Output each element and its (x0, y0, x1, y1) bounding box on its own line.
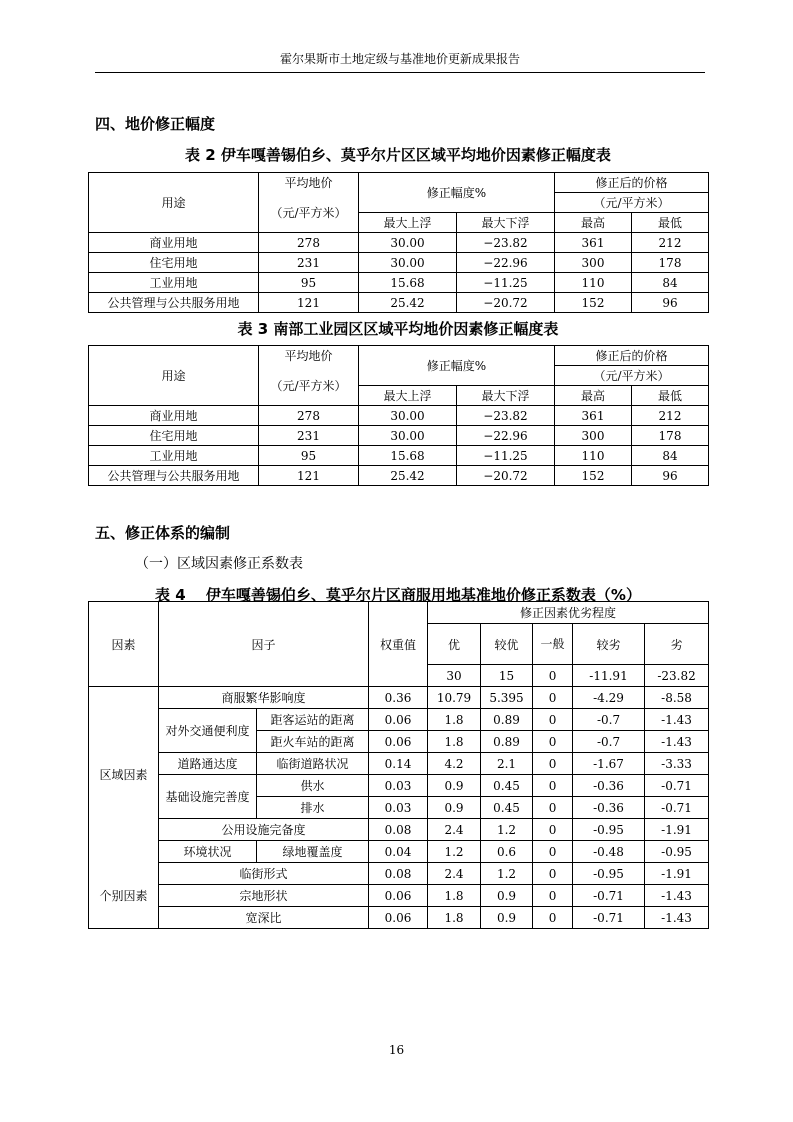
table4-caption: 表 4 伊车嘎善锡伯乡、莫乎尔片区商服用地基准地价修正系数表（%） (155, 586, 641, 604)
table2-header-low: 最低 (632, 213, 709, 233)
table-cell: 0.06 (369, 731, 428, 753)
table-cell: 84 (632, 446, 709, 466)
table-row (89, 426, 709, 446)
table3-header-low: 最低 (632, 386, 709, 406)
table-cell: 4.2 (428, 753, 481, 775)
table-cell: 住宅用地 (89, 253, 259, 273)
table-cell: 152 (555, 293, 632, 313)
table-cell: 110 (555, 273, 632, 293)
table-cell: 300 (555, 426, 632, 446)
table4-group-env: 环境状况 (159, 841, 257, 863)
table4-header-weight: 权重值 (369, 602, 428, 687)
table-cell: 1.2 (481, 819, 533, 841)
table4 (88, 601, 709, 929)
table-cell: −23.82 (457, 406, 555, 426)
table-cell: −11.25 (457, 273, 555, 293)
table-cell: -8.58 (645, 687, 709, 709)
table-cell: 96 (632, 293, 709, 313)
table-cell: 公共管理与公共服务用地 (89, 466, 259, 486)
table4-row-name: 公用设施完备度 (159, 819, 369, 841)
table-cell: -0.95 (573, 819, 645, 841)
table-row (89, 753, 709, 775)
running-header: 霍尔果斯市土地定级与基准地价更新成果报告 (279, 52, 520, 66)
table-cell: 231 (259, 426, 359, 446)
table2-header-range: 修正幅度% (359, 173, 555, 213)
table4-grade-1: 优 (428, 624, 481, 665)
table-cell: 95 (259, 446, 359, 466)
table-cell: 0.89 (481, 731, 533, 753)
table-cell: 15.68 (359, 446, 457, 466)
table-cell: 231 (259, 253, 359, 273)
table-cell: -0.7 (573, 709, 645, 731)
table-cell: 0 (533, 753, 573, 775)
table-cell: 5.395 (481, 687, 533, 709)
table-row (89, 841, 709, 863)
table2-header-avg-unit: （元/平方米） (259, 193, 359, 233)
table3-header-use: 用途 (89, 346, 259, 406)
table-cell: 0.9 (481, 907, 533, 929)
table-cell: 0.08 (369, 819, 428, 841)
table3 (88, 345, 709, 486)
table-cell: -1.43 (645, 907, 709, 929)
table-cell: 212 (632, 233, 709, 253)
table-cell: −11.25 (457, 446, 555, 466)
table2-header-corrected-unit: （元/平方米） (555, 193, 709, 213)
table-cell: 工业用地 (89, 446, 259, 466)
table-cell: 0.06 (369, 885, 428, 907)
table3-header-max-down: 最大下浮 (457, 386, 555, 406)
table-cell: 30.00 (359, 426, 457, 446)
table4-row-name: 临街道路状况 (257, 753, 369, 775)
table3-header-avg-unit: （元/平方米） (259, 366, 359, 406)
table-cell: 278 (259, 233, 359, 253)
table-row (89, 406, 709, 426)
table-row (89, 863, 709, 885)
table-cell: 0.06 (369, 709, 428, 731)
table-row (89, 233, 709, 253)
table-row (89, 253, 709, 273)
table4-grade-3: 一般 (533, 624, 573, 665)
table-cell: 30.00 (359, 253, 457, 273)
table-cell: -0.95 (645, 841, 709, 863)
table4-group-infra: 基础设施完善度 (159, 775, 257, 819)
table-cell: 0.9 (428, 797, 481, 819)
table-cell: 0 (533, 731, 573, 753)
table-cell: 10.79 (428, 687, 481, 709)
table-cell: 0.36 (369, 687, 428, 709)
table-cell: 商业用地 (89, 233, 259, 253)
table-cell: -1.91 (645, 863, 709, 885)
table2 (88, 172, 709, 313)
table-cell: 25.42 (359, 293, 457, 313)
table-cell: 0.89 (481, 709, 533, 731)
table2-header-use: 用途 (89, 173, 259, 233)
table-cell: -0.95 (573, 863, 645, 885)
table-cell: 0.03 (369, 797, 428, 819)
table-cell: 0 (533, 841, 573, 863)
table4-header-subfactor: 因子 (159, 602, 369, 687)
table-cell: -0.71 (645, 797, 709, 819)
table-cell: -0.48 (573, 841, 645, 863)
table-row (89, 466, 709, 486)
table-row (89, 687, 709, 709)
table4-row-name: 绿地覆盖度 (257, 841, 369, 863)
table4-row-name: 距客运站的距离 (257, 709, 369, 731)
table2-header-max-up: 最大上浮 (359, 213, 457, 233)
table-cell: 30.00 (359, 406, 457, 426)
table-cell: -0.71 (573, 885, 645, 907)
table-cell: 178 (632, 426, 709, 446)
table-cell: 0 (533, 687, 573, 709)
table-cell: 121 (259, 293, 359, 313)
table-cell: 0 (533, 885, 573, 907)
table-cell: 152 (555, 466, 632, 486)
table4-row-name: 商服繁华影响度 (159, 687, 369, 709)
table4-grade-value-1: 30 (428, 665, 481, 687)
table-cell: 1.2 (428, 841, 481, 863)
table-row (89, 885, 709, 907)
table-cell: -0.36 (573, 797, 645, 819)
table-cell: 25.42 (359, 466, 457, 486)
table-cell: 0 (533, 863, 573, 885)
table-row (89, 273, 709, 293)
table-cell: 0.08 (369, 863, 428, 885)
table-cell: 1.8 (428, 907, 481, 929)
table-cell: 0.03 (369, 775, 428, 797)
table-cell: 公共管理与公共服务用地 (89, 293, 259, 313)
table4-grade-2: 较优 (481, 624, 533, 665)
table-row (89, 907, 709, 929)
table4-row-name: 排水 (257, 797, 369, 819)
table-cell: -0.71 (645, 775, 709, 797)
table-cell: 0 (533, 797, 573, 819)
table4-grade-5: 劣 (645, 624, 709, 665)
table-row (89, 775, 709, 797)
table-cell: 0.9 (428, 775, 481, 797)
table-cell: -0.71 (573, 907, 645, 929)
table-cell: -1.91 (645, 819, 709, 841)
table-cell: 110 (555, 446, 632, 466)
table-cell: 96 (632, 466, 709, 486)
table-cell: 0.04 (369, 841, 428, 863)
table4-grade-value-2: 15 (481, 665, 533, 687)
table-cell: 95 (259, 273, 359, 293)
table-cell: 361 (555, 233, 632, 253)
table-cell: 1.8 (428, 731, 481, 753)
table3-header-corrected: 修正后的价格 (555, 346, 709, 366)
table2-header-max-down: 最大下浮 (457, 213, 555, 233)
table-cell: -0.36 (573, 775, 645, 797)
table-cell: -0.7 (573, 731, 645, 753)
table-cell: 2.4 (428, 863, 481, 885)
table-cell: 0.9 (481, 885, 533, 907)
table-cell: -4.29 (573, 687, 645, 709)
table4-grade-value-4: -11.91 (573, 665, 645, 687)
table-cell: 0 (533, 907, 573, 929)
table-row (89, 709, 709, 731)
table4-group-road: 道路通达度 (159, 753, 257, 775)
table4-row-name: 供水 (257, 775, 369, 797)
table4-row-name: 宗地形状 (159, 885, 369, 907)
table2-header-high: 最高 (555, 213, 632, 233)
table4-header-factor: 因素 (89, 602, 159, 687)
table-cell: 0.14 (369, 753, 428, 775)
table-cell: 30.00 (359, 233, 457, 253)
table-cell: 121 (259, 466, 359, 486)
table-cell: 0 (533, 819, 573, 841)
table-cell: 0 (533, 775, 573, 797)
section-five-subtitle: （一）区域因素修正系数表 (135, 556, 303, 572)
table-cell: -1.43 (645, 709, 709, 731)
table-cell: -1.43 (645, 731, 709, 753)
table-cell: 1.8 (428, 885, 481, 907)
table-cell: 1.8 (428, 709, 481, 731)
table-cell: 2.1 (481, 753, 533, 775)
table3-header-range: 修正幅度% (359, 346, 555, 386)
table-cell: −20.72 (457, 293, 555, 313)
table3-header-max-up: 最大上浮 (359, 386, 457, 406)
table-cell: −22.96 (457, 253, 555, 273)
table-cell: -1.67 (573, 753, 645, 775)
section-five-title: 五、修正体系的编制 (95, 524, 231, 542)
table-cell: 84 (632, 273, 709, 293)
table4-grade-value-3: 0 (533, 665, 573, 687)
table3-caption: 表 3 南部工业园区区域平均地价因素修正幅度表 (237, 320, 559, 338)
page-number: 16 (388, 1043, 405, 1057)
table-row (89, 819, 709, 841)
table3-header-avg: 平均地价 (259, 346, 359, 366)
header-rule (95, 72, 705, 73)
table-cell: 300 (555, 253, 632, 273)
table-cell: 178 (632, 253, 709, 273)
table4-grade-4: 较劣 (573, 624, 645, 665)
table4-header-grade: 修正因素优劣程度 (428, 602, 709, 624)
table4-group-traffic: 对外交通便利度 (159, 709, 257, 753)
table-cell: 278 (259, 406, 359, 426)
table-cell: 1.2 (481, 863, 533, 885)
table-cell: 商业用地 (89, 406, 259, 426)
table-cell: -1.43 (645, 885, 709, 907)
table3-header-high: 最高 (555, 386, 632, 406)
table-row (89, 446, 709, 466)
section-four-title: 四、地价修正幅度 (95, 115, 216, 133)
table4-group-regional: 区域因素 (89, 687, 159, 863)
table2-header-avg: 平均地价 (259, 173, 359, 193)
table-cell: 0 (533, 709, 573, 731)
table-cell: 212 (632, 406, 709, 426)
table-cell: −22.96 (457, 426, 555, 446)
table4-row-name: 距火车站的距离 (257, 731, 369, 753)
table4-row-name: 临街形式 (159, 863, 369, 885)
table3-header-corrected-unit: （元/平方米） (555, 366, 709, 386)
table-cell: 361 (555, 406, 632, 426)
table-cell: 15.68 (359, 273, 457, 293)
table-cell: −23.82 (457, 233, 555, 253)
table-cell: −20.72 (457, 466, 555, 486)
table-cell: 0.45 (481, 797, 533, 819)
table4-row-name: 宽深比 (159, 907, 369, 929)
table-cell: 0.06 (369, 907, 428, 929)
table-cell: 0.45 (481, 775, 533, 797)
table2-caption: 表 2 伊车嘎善锡伯乡、莫乎尔片区区域平均地价因素修正幅度表 (185, 146, 611, 164)
table-cell: 2.4 (428, 819, 481, 841)
table-cell: 住宅用地 (89, 426, 259, 446)
table4-group-individual: 个别因素 (89, 863, 159, 929)
table2-header-corrected: 修正后的价格 (555, 173, 709, 193)
table-cell: -3.33 (645, 753, 709, 775)
table4-grade-value-5: -23.82 (645, 665, 709, 687)
table-cell: 工业用地 (89, 273, 259, 293)
table-cell: 0.6 (481, 841, 533, 863)
table-row (89, 293, 709, 313)
